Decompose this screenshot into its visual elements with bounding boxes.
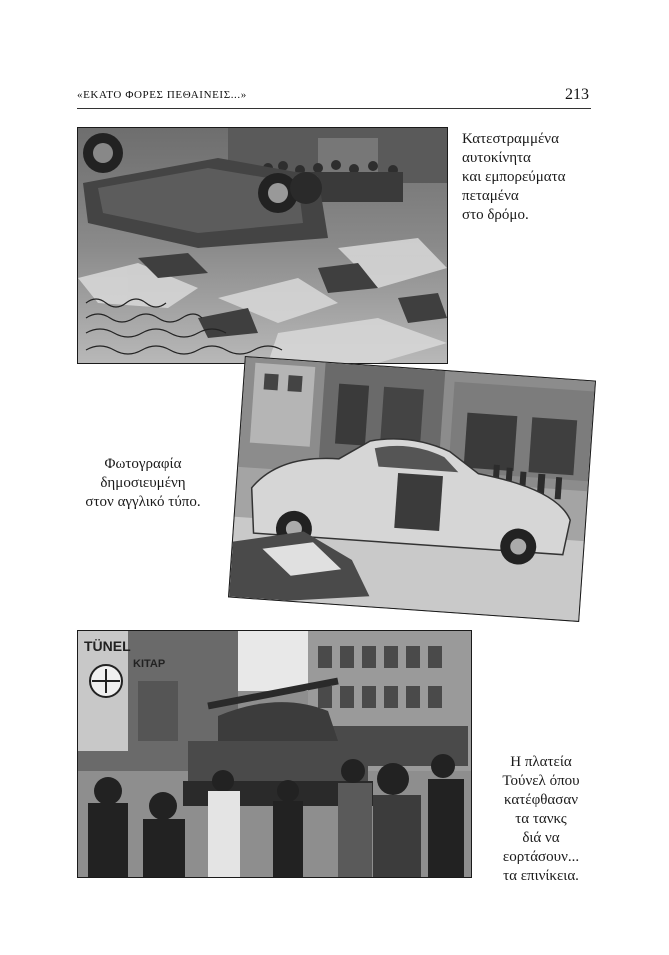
photo-wrecked-car — [228, 356, 596, 622]
caption-overturned-cars — [462, 130, 565, 225]
caption-line: Κατεστραμμένα — [462, 131, 559, 147]
kitap-sign-text: KITAP — [133, 658, 166, 670]
overturned-cars-image — [78, 128, 447, 363]
caption-line: διά να — [522, 830, 560, 846]
running-header — [77, 86, 591, 109]
tunel-sign-text: TÜNEL — [84, 638, 131, 654]
caption-line: δημοσιευμένη — [100, 475, 186, 491]
running-title: «ΕΚΑΤΟ ΦΟΡΕΣ ΠΕΘΑΙΝΕΙΣ...» — [77, 89, 247, 101]
caption-line: και εμπορεύματα — [462, 169, 566, 185]
caption-line: Η πλατεία — [510, 754, 572, 770]
caption-line: τα επινίκεια. — [503, 868, 579, 884]
caption-line: στον αγγλικό τύπο. — [85, 494, 201, 510]
wrecked-car-image — [229, 357, 595, 621]
caption-line: τα τανκς — [515, 811, 567, 827]
photo-tunel-tank — [77, 630, 472, 878]
caption-line: εορτάσουν... — [502, 849, 580, 865]
caption-tunel-square — [486, 753, 596, 886]
photo-overturned-cars — [77, 127, 448, 364]
caption-english-press — [78, 455, 208, 512]
caption-line: αυτοκίνητα — [462, 150, 531, 166]
caption-line: στο δρόμο. — [462, 207, 529, 223]
caption-line: Φωτογραφία — [104, 456, 182, 472]
tunel-tank-image — [78, 631, 471, 877]
caption-line: πεταμένα — [462, 188, 519, 204]
caption-line: Τούνελ όπου — [502, 773, 580, 789]
page-number: 213 — [565, 86, 589, 103]
caption-line: κατέφθασαν — [503, 792, 579, 808]
